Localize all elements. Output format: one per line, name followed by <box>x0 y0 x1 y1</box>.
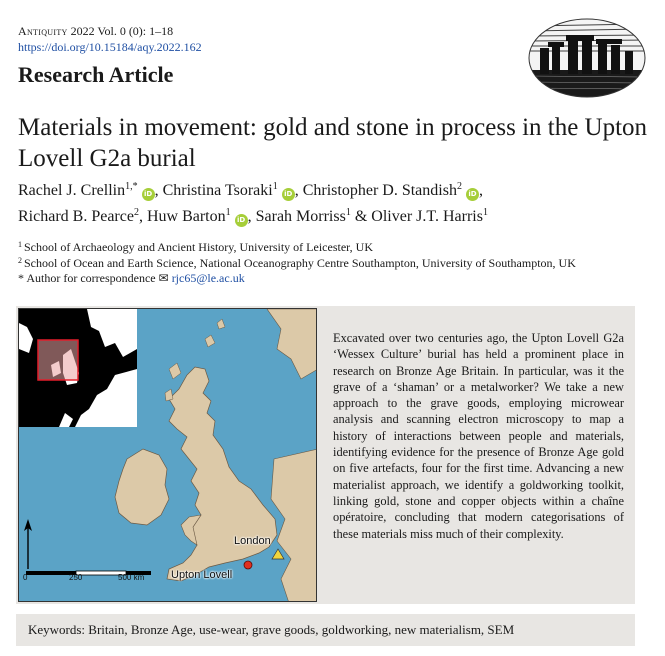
author <box>256 208 351 225</box>
journal-citation <box>18 24 173 39</box>
scale-tick-0: 0 <box>23 573 28 582</box>
author-name: Huw Barton <box>146 208 226 225</box>
author-affiliation-number: 1 <box>345 207 351 218</box>
affiliation-text: School of Archaeology and Ancient History, University of Leicester, UK <box>24 240 373 254</box>
correspondence-marker: * <box>18 271 24 285</box>
article-type: Research Article <box>18 62 174 87</box>
author <box>163 182 295 199</box>
inset-extent-box <box>38 340 78 380</box>
orcid-icon[interactable]: iD <box>142 188 155 201</box>
author-name: Rachel J. Crellin <box>18 182 126 199</box>
affiliation-text: School of Ocean and Earth Science, National Oceanography Centre Southampton, University of Southampton, UK <box>24 255 576 270</box>
location-map <box>18 308 317 602</box>
envelope-icon: ✉ <box>158 271 169 285</box>
author-affiliation-number: 2 <box>456 181 462 192</box>
affiliation-2 <box>18 256 576 272</box>
author-affiliation-number: 2 <box>133 207 139 218</box>
article-title: Materials in movement: gold and stone in process in the Upton Lovell G2a burial <box>18 114 648 172</box>
author-list: Rachel J. Crellin$^{1,*}$iD , Christina Tsoraki$^1$iD , Christopher D. Standish$^2$iD , Richard B. Pearce$^2$, Huw Barton$^1$iD , Sarah Morriss$^1$ & Oliver J.T. Harris$^1$ <box>18 181 488 225</box>
orcid-icon[interactable]: iD <box>282 188 295 201</box>
abstract-text: Excavated over two centuries ago, the Upton Lovell G2a ‘Wessex Culture’ burial has held a prominent place in research on Bronze Age Britain. In particular, was it the grave of a ‘shaman’ or a metalworker? We take a new approach to the grave goods, employing microwear analysis and scanning electron microscopy to map a history of interactions between people and materials, identifying evidence for the presence of Bronze Age gold on five artefacts, four for the first time. Advancing a new materialist approach, we identify a goldworking toolkit, linking gold, stone and copper objects within a chaîne opératoire, concluding that modern categorisations of these materials miss much of their complexity. <box>333 331 624 541</box>
upton-lovell-label: Upton Lovell <box>171 569 233 581</box>
london-label: London <box>234 535 271 547</box>
email-link[interactable]: rjc65@le.ac.uk <box>171 271 245 285</box>
author <box>18 182 155 199</box>
affiliation-number: 2 <box>18 255 22 265</box>
correspondence-text: Author for correspondence <box>26 271 156 285</box>
author-affiliation-number: 1 <box>482 207 488 218</box>
journal-name: Antiquity <box>18 24 68 38</box>
doi-link[interactable]: https://doi.org/10.15184/aqy.2022.162 <box>18 40 202 54</box>
upton-lovell-marker <box>244 561 252 569</box>
author <box>18 208 139 225</box>
keywords: Keywords: Britain, Bronze Age, use-wear, grave goods, goldworking, new materialism, SEM <box>28 622 515 637</box>
author-name: Oliver J.T. Harris <box>371 208 483 225</box>
correspondence-line <box>18 271 576 287</box>
map-graphic <box>19 309 317 602</box>
author-name: Christopher D. Standish <box>302 182 457 199</box>
orcid-icon[interactable]: iD <box>466 188 479 201</box>
author <box>303 182 479 199</box>
author <box>147 208 248 225</box>
author-affiliation-number: 1 <box>272 181 278 192</box>
stonehenge-engraving-logo <box>528 18 646 98</box>
author-affiliation-number: 1 <box>225 207 231 218</box>
scale-tick-500: 500 km <box>118 573 145 582</box>
scale-tick-250: 250 <box>69 573 83 582</box>
author-name: Sarah Morriss <box>255 208 346 225</box>
affiliation-number: 1 <box>18 240 22 249</box>
author-name: Richard B. Pearce <box>18 208 134 225</box>
journal-issue: 2022 Vol. 0 (0): 1–18 <box>70 24 174 38</box>
inset-map <box>19 309 137 427</box>
author <box>371 208 488 225</box>
affiliations <box>18 240 576 287</box>
orcid-icon[interactable]: iD <box>235 214 248 227</box>
affiliation-1 <box>18 240 576 256</box>
author-affiliation-number: 1,* <box>125 181 138 192</box>
author-name: Christina Tsoraki <box>162 182 273 199</box>
